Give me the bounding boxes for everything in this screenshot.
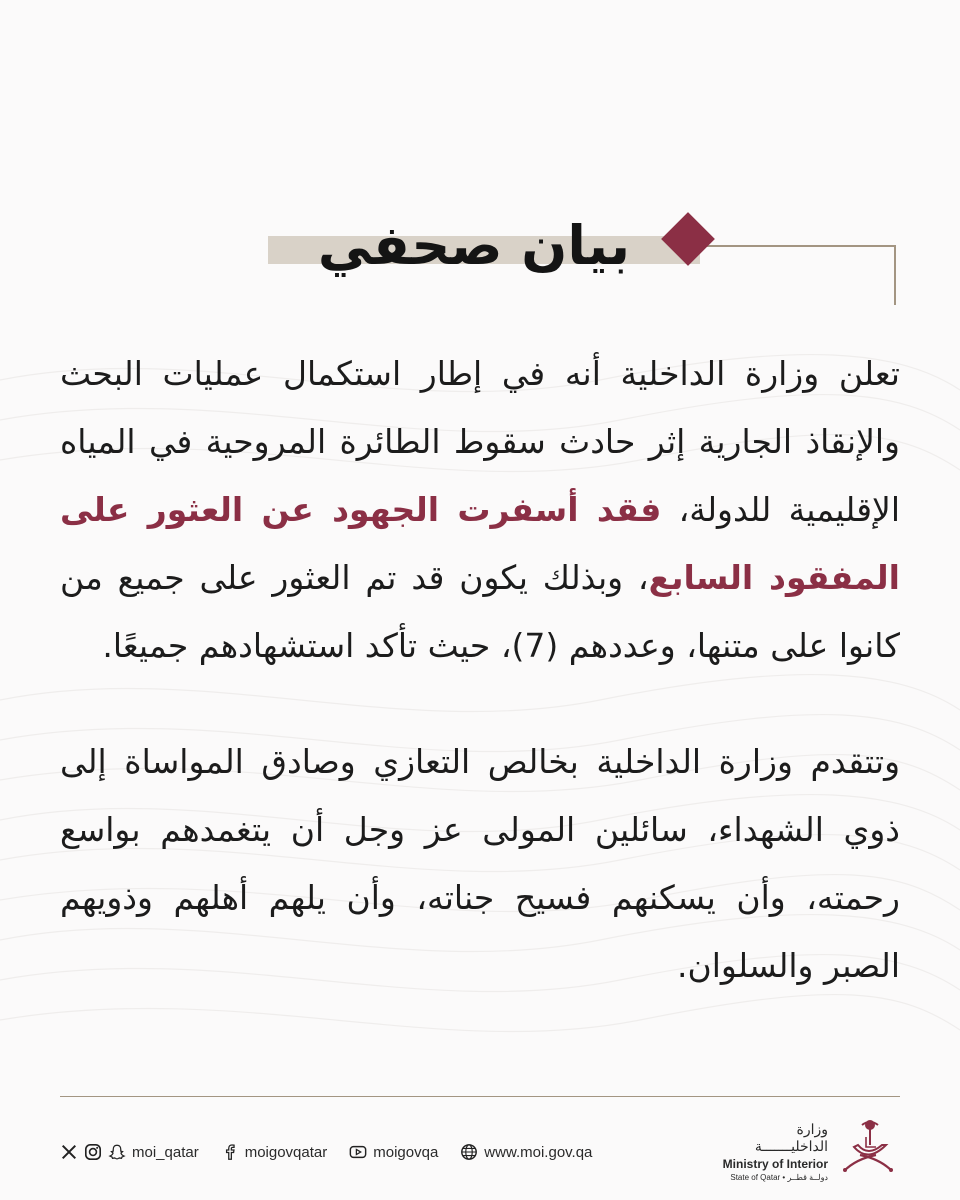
logo-state-name: State of Qatar • دولــة قطــر bbox=[730, 1173, 828, 1182]
qatar-emblem-icon bbox=[836, 1115, 900, 1179]
website-link[interactable]: www.moi.gov.qa bbox=[484, 1143, 593, 1161]
page-title: بيان صحفي bbox=[317, 214, 630, 277]
ministry-logo bbox=[720, 1115, 900, 1185]
paragraph-1 bbox=[60, 340, 900, 680]
youtube-icon[interactable] bbox=[349, 1143, 367, 1161]
footer bbox=[60, 1115, 900, 1185]
snapchat-icon[interactable] bbox=[108, 1143, 126, 1161]
x-icon[interactable] bbox=[60, 1143, 78, 1161]
paragraph-1-outro: ، وبذلك يكون قد تم العثور على جميع من كانوا على متنها، وعددهم (7)، حيث تأكد استشهادهم جميعًا. bbox=[60, 558, 900, 665]
title-rule-horizontal bbox=[688, 245, 896, 247]
social-handle-youtube[interactable]: moigovqa bbox=[373, 1143, 439, 1161]
logo-arabic-name: وزارة الداخليـــــــة bbox=[754, 1121, 828, 1154]
facebook-icon[interactable] bbox=[221, 1143, 239, 1161]
social-group-facebook[interactable] bbox=[221, 1143, 328, 1161]
logo-text bbox=[720, 1121, 828, 1182]
paragraph-2: وتتقدم وزارة الداخلية بخالص التعازي وصادق المواساة إلى ذوي الشهداء، سائلين المولى عز وجل أن يتغمدهم بواسع رحمته، وأن يسكنهم فسيح جناته، وأن يلهم أهلهم وذويهم الصبر والسلوان. bbox=[60, 742, 900, 985]
logo-english-name: Ministry of Interior bbox=[722, 1157, 828, 1171]
social-handle-moi-qatar[interactable]: moi_qatar bbox=[132, 1143, 199, 1161]
footer-divider bbox=[60, 1096, 900, 1097]
social-group-moi-qatar[interactable] bbox=[60, 1143, 199, 1161]
social-links bbox=[60, 1139, 592, 1165]
instagram-icon[interactable] bbox=[84, 1143, 102, 1161]
globe-icon[interactable] bbox=[460, 1143, 478, 1161]
statement-body bbox=[60, 340, 900, 1000]
title-rule-vertical bbox=[894, 245, 896, 305]
paragraph-1-highlight: فقد أسفرت الجهود عن العثور على المفقود السابع bbox=[60, 490, 900, 597]
paragraph-1-intro: تعلن وزارة الداخلية أنه في إطار استكمال عمليات البحث والإنقاذ الجارية إثر حادث سقوط الطائرة المروحية في المياه الإقليمية للدولة، bbox=[60, 354, 900, 529]
title-block bbox=[0, 0, 960, 320]
social-group-youtube[interactable] bbox=[349, 1143, 438, 1161]
social-group-website[interactable] bbox=[460, 1143, 592, 1161]
social-handle-facebook[interactable]: moigovqatar bbox=[244, 1143, 328, 1161]
